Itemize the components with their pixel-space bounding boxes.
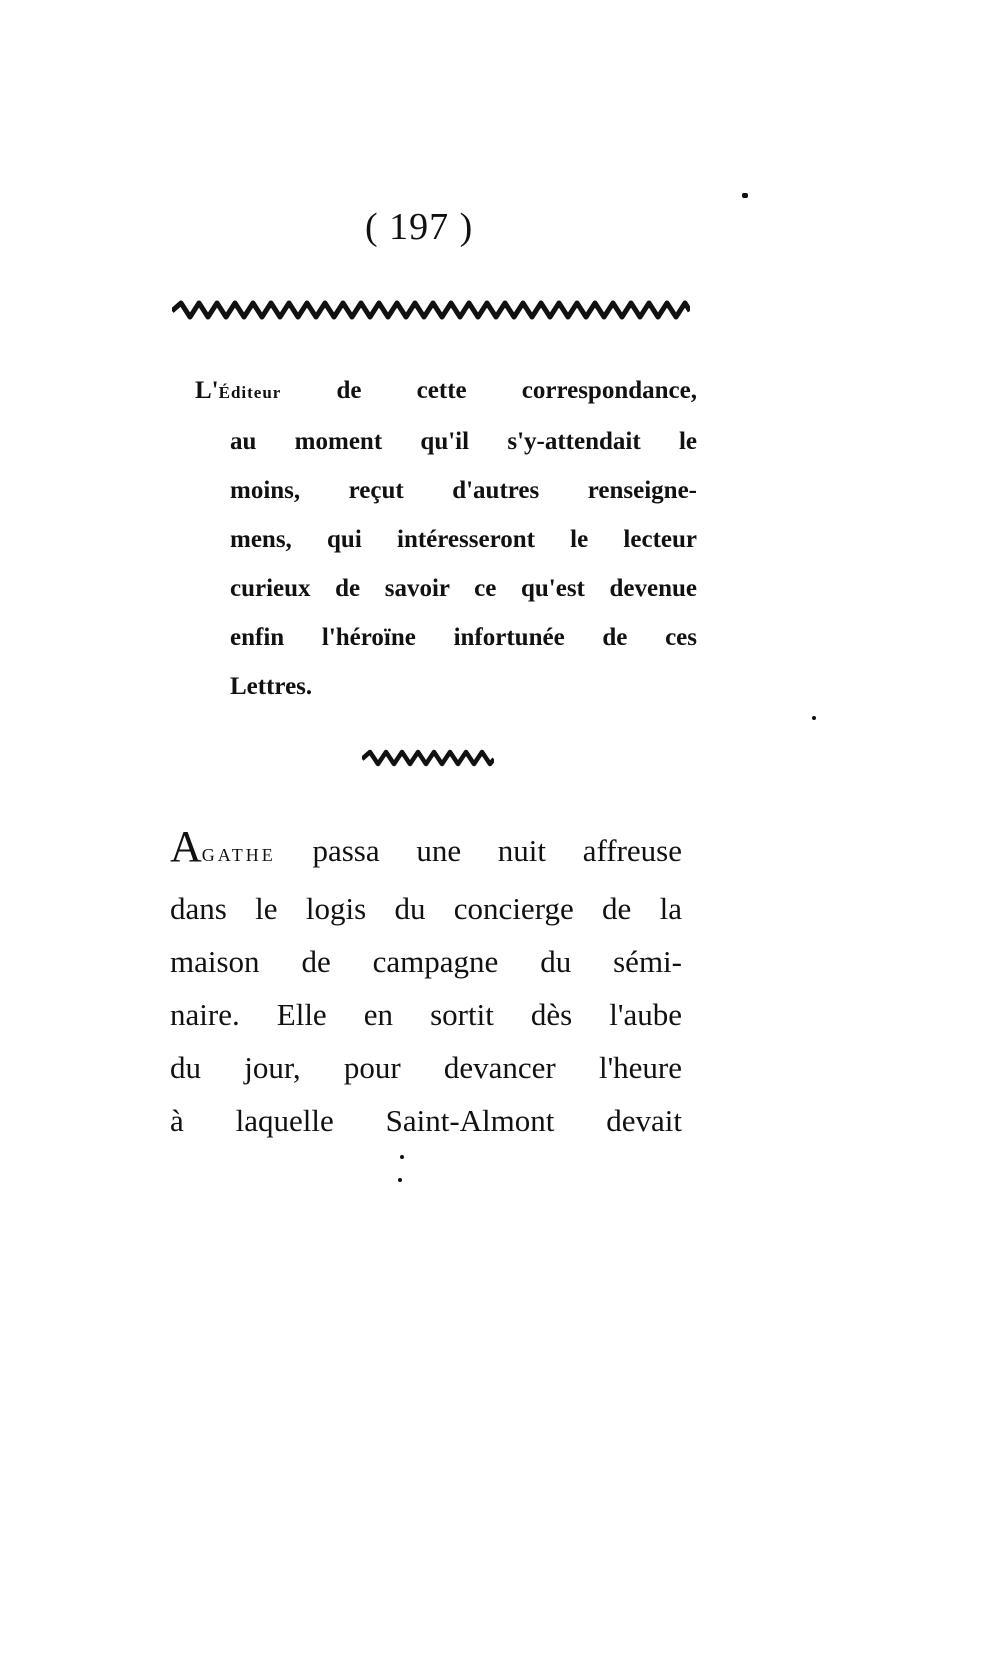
drop-cap: A	[170, 822, 202, 871]
story-line-3: maison de campagne du sémi-	[170, 944, 682, 979]
editor-note-line-6: enfin l'héroïne infortunée de ces	[230, 624, 697, 651]
story-line-1-rest: passa une nuit affreuse	[275, 833, 682, 868]
editor-note-line-2: au moment qu'il s'y-attendait le	[230, 428, 697, 455]
ink-speck	[398, 1178, 402, 1182]
ink-speck	[812, 716, 816, 720]
editor-note-line-1	[195, 366, 697, 417]
page-number: ( 197 )	[365, 206, 474, 248]
editor-lead-smallcaps: Éditeur	[218, 383, 282, 402]
editor-note-line-3: moins, reçut d'autres renseigne-	[230, 477, 697, 504]
story-line-6: à laquelle Saint-Almont devait	[170, 1103, 682, 1138]
story-line-2: dans le logis du concierge de la	[170, 891, 682, 926]
first-word-smallcaps: GATHE	[201, 845, 276, 865]
editor-note-line-1-rest: de cette correspondance,	[281, 377, 697, 404]
editor-note	[195, 366, 697, 711]
wavy-ornament-rule-top	[172, 297, 690, 323]
editor-lead-prefix: L'	[195, 377, 219, 404]
ink-speck	[742, 193, 748, 198]
wavy-ornament-rule-mid	[362, 748, 494, 768]
story-line-1	[170, 820, 682, 882]
story-text	[170, 820, 682, 1147]
story-line-4: naire. Elle en sortit dès l'aube	[170, 997, 682, 1032]
editor-note-line-5: curieux de savoir ce qu'est devenue	[230, 575, 697, 602]
editor-note-line-4: mens, qui intéresseront le lecteur	[230, 526, 697, 553]
editor-note-line-7: Lettres.	[230, 673, 313, 700]
story-line-5: du jour, pour devancer l'heure	[170, 1050, 682, 1085]
ink-speck	[400, 1155, 404, 1159]
